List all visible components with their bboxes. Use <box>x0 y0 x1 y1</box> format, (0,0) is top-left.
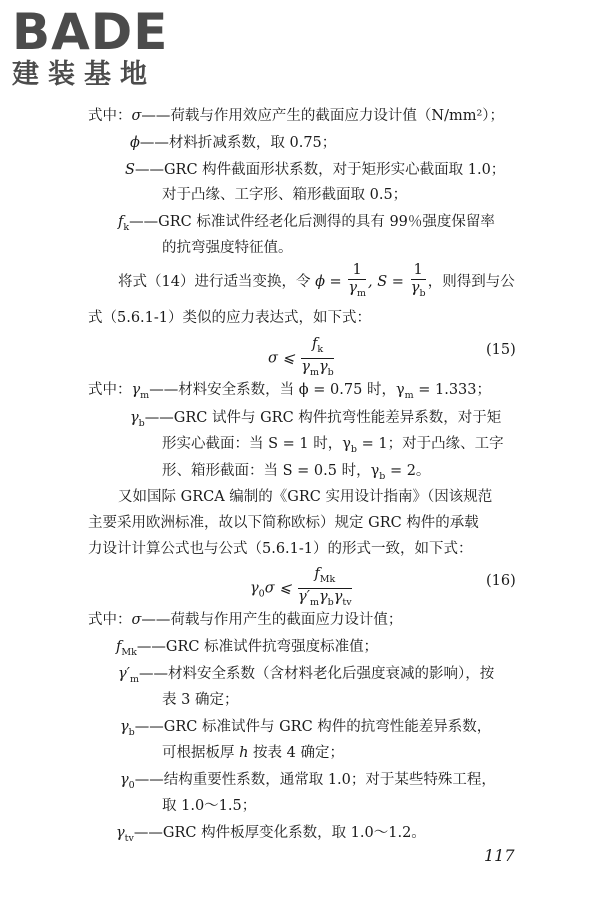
symbol-sub-b: b <box>379 471 386 482</box>
def-fk-line <box>118 212 495 238</box>
symbol-sub-Mk: Mk <box>121 647 137 658</box>
def-S-continuation: 对于凸缘、工字形、箱形截面取 0.5； <box>162 187 408 203</box>
def-phi-text: ——材料折减系数，取 0.75； <box>139 135 337 151</box>
def3-gb-continuation <box>162 743 344 763</box>
symbol-gamma: γ <box>120 772 129 788</box>
logo-wordmark: BADE <box>12 3 169 61</box>
para1-text-end: ，则得到与公 <box>427 274 515 290</box>
def-sigma-text: ——荷载与作用效应产生的截面应力设计值（N/mm²）； <box>141 108 505 124</box>
eq15-denominator <box>301 359 333 381</box>
symbol-sigma: σ <box>131 612 142 628</box>
symbol-gamma: γ <box>120 719 129 735</box>
symbol-S: S <box>125 162 135 178</box>
paragraph-2-line-2: 主要采用欧洲标准，故以下简称欧标）规定 GRC 构件的承载 <box>88 515 479 531</box>
def-fk-text: ——GRC 标准试件经老化后测得的具有 99％强度保留率 <box>129 214 495 230</box>
symbol-sub-0: 0 <box>128 780 135 791</box>
symbol-gamma-prime: γ′ <box>298 589 310 605</box>
def3-g0-text: ——结构重要性系数，通常取 1.0；对于某些特殊工程， <box>134 772 496 788</box>
symbol-gamma: γ <box>333 589 343 605</box>
def3-gpm-continuation: 表 3 确定； <box>162 692 239 708</box>
symbol-sub-0: 0 <box>258 588 265 600</box>
def-gamma-b-text3-end: = 2。 <box>385 463 431 479</box>
symbol-sub-m: m <box>140 390 150 401</box>
def-gamma-b-text3: 形、箱形截面：当 S = 0.5 时，γ <box>162 463 380 479</box>
symbol-sub-k: k <box>317 344 324 355</box>
symbol-sub-m: m <box>404 390 414 401</box>
symbol-h: h <box>239 745 249 761</box>
fraction-numerator: 1 <box>411 262 426 280</box>
def-fk-continuation: 的抗弯强度特征值。 <box>162 240 293 256</box>
fraction-denominator <box>411 280 426 302</box>
eq16-lhs: σ ⩽ <box>264 580 292 597</box>
def-intro: 式中： <box>88 108 132 124</box>
def-gamma-m-text: ——材料安全系数，当 ϕ = 0.75 时，γ <box>149 382 405 398</box>
symbol-sub-m: m <box>357 288 367 299</box>
fraction-numerator: 1 <box>348 262 366 280</box>
equation-15 <box>268 336 336 381</box>
symbol-sub-k: k <box>123 222 130 233</box>
def3-sigma-line <box>88 610 402 630</box>
symbol-gamma: γ <box>301 359 310 375</box>
bade-logo <box>12 3 169 90</box>
symbol-sub-b: b <box>327 597 334 608</box>
def-gamma-b-text2: 形实心截面：当 S = 1 时，γ <box>162 436 351 452</box>
def3-gamma-tv-line <box>116 823 426 849</box>
def3-fmk-text: ——GRC 标准试件抗弯强度标准值； <box>136 639 379 655</box>
def-phi-line <box>130 133 336 153</box>
def3-gamma-0-line <box>120 770 496 796</box>
symbol-f: f <box>118 214 124 230</box>
symbol-sub-b: b <box>350 444 358 455</box>
symbol-gamma: γ <box>348 280 357 296</box>
def-sigma-line <box>88 106 504 126</box>
para1-text-start: 将式（14）进行适当变换，令 <box>118 274 311 290</box>
equation-number-16: (16) <box>486 573 516 589</box>
symbol-phi: ϕ <box>130 135 140 151</box>
symbol-sub-m: m <box>129 674 139 685</box>
def3-g0-continuation: 取 1.0～1.5； <box>162 798 257 814</box>
eq16-denominator <box>298 589 352 611</box>
para1-phi-eq: ϕ = <box>315 274 342 290</box>
symbol-gamma: γ <box>410 280 420 296</box>
def-gamma-b-continuation-2 <box>162 461 430 487</box>
def3-gb-text2a: 可根据板厚 <box>162 745 240 761</box>
symbol-gamma: γ <box>116 825 125 841</box>
equation-16 <box>250 566 354 612</box>
def3-gtv-text: ——GRC 构件板厚变化系数，取 1.0～1.2。 <box>133 825 426 841</box>
def-gamma-m-value: = 1.333； <box>413 382 492 398</box>
symbol-sub-b: b <box>138 418 145 429</box>
symbol-f: f <box>314 566 320 582</box>
def3-gpm-text: ——材料安全系数（含材料老化后强度衰减的影响），按 <box>138 666 495 682</box>
def-gamma-b-text2-end: = 1；对于凸缘、工字 <box>357 436 504 452</box>
def3-sigma-text: ——荷载与作用产生的截面应力设计值； <box>141 612 403 628</box>
symbol-sub-tv: tv <box>124 833 134 844</box>
symbol-f: f <box>116 639 122 655</box>
symbol-sub-b: b <box>327 367 334 378</box>
paragraph-2-line-1: 又如国际 GRCA 编制的《GRC 实用设计指南》（因该规范 <box>118 489 493 505</box>
symbol-gamma-prime: γ′ <box>118 666 130 682</box>
symbol-sub-Mk: Mk <box>319 574 336 585</box>
eq15-numerator <box>301 336 333 359</box>
fraction-denominator <box>348 280 366 302</box>
symbol-gamma: γ <box>250 580 259 597</box>
fraction-1-over-gamma-m <box>348 262 366 302</box>
eq16-fraction <box>298 566 352 611</box>
def3-fmk-line <box>116 637 378 663</box>
eq16-numerator <box>298 566 352 589</box>
def-gamma-b-text: ——GRC 试件与 GRC 构件抗弯性能差异系数，对于矩 <box>144 410 502 426</box>
eq15-lhs: σ ⩽ <box>268 350 295 367</box>
def3-gb-text2b: 按表 4 确定； <box>248 745 345 761</box>
symbol-sub-b: b <box>419 288 426 299</box>
eq15-fraction <box>301 336 333 381</box>
symbol-f: f <box>311 336 318 352</box>
symbol-sub-b: b <box>128 727 135 738</box>
paragraph-1-line-1 <box>118 262 515 302</box>
equation-number-15: (15) <box>486 342 516 358</box>
symbol-sub-m: m <box>309 367 319 378</box>
def-gamma-m-line <box>88 380 491 406</box>
symbol-sigma: σ <box>131 108 142 124</box>
def-S-line <box>125 160 505 180</box>
paragraph-1-line-2: 式（5.6.1-1）类似的应力表达式，如下式： <box>88 310 372 326</box>
def-S-text: ——GRC 构件截面形状系数，对于矩形实心截面取 1.0； <box>134 162 506 178</box>
def3-gamma-b-line <box>120 717 491 743</box>
symbol-gamma: γ <box>318 589 328 605</box>
def3-gb-text: ——GRC 标准试件与 GRC 构件的抗弯性能差异系数， <box>134 719 492 735</box>
page-number: 117 <box>484 846 515 865</box>
logo-subtitle: 建装基地 <box>12 59 156 90</box>
symbol-gamma: γ <box>318 359 328 375</box>
symbol-gamma: γ <box>131 382 141 398</box>
symbol-sub-m: m <box>309 597 319 608</box>
symbol-gamma: γ <box>130 410 139 426</box>
paragraph-2-line-3: 力设计计算公式也与公式（5.6.1-1）的形式一致，如下式： <box>88 541 473 557</box>
def3-gamma-prime-m-line <box>118 664 494 690</box>
def-gamma-b-line <box>130 408 501 434</box>
para1-S-eq: , S = <box>368 274 404 290</box>
fraction-1-over-gamma-b <box>411 262 426 302</box>
def-gamma-b-continuation-1 <box>162 434 504 460</box>
def-intro: 式中： <box>88 382 132 398</box>
symbol-sub-tv: tv <box>342 597 352 608</box>
def-intro: 式中： <box>88 612 132 628</box>
